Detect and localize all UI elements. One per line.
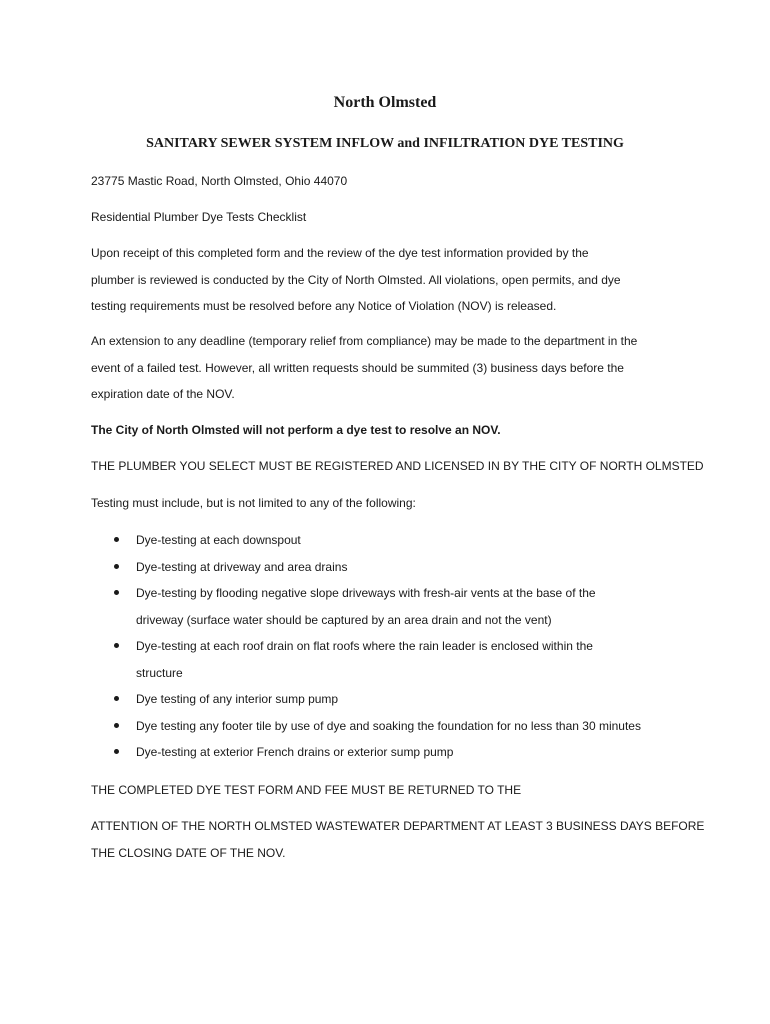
bullet-icon	[114, 564, 119, 569]
address: 23775 Mastic Road, North Olmsted, Ohio 44070	[91, 174, 348, 188]
extension-paragraph-line: An extension to any deadline (temporary relief from compliance) may be made to the department in the	[91, 334, 638, 348]
bullet-icon	[114, 537, 119, 542]
closing-paragraph-line: ATTENTION OF THE NORTH OLMSTED WASTEWATER DEPARTMENT AT LEAST 3 BUSINESS DAYS BEFORE	[91, 819, 705, 833]
bullet-icon	[114, 723, 119, 728]
list-item: Dye-testing by flooding negative slope driveways with fresh-air vents at the base of the driveway (surface water should be captured by an area drain and not the vent)	[91, 580, 711, 633]
extension-paragraph-line: event of a failed test. However, all written requests should be summited (3) business days before the	[91, 360, 624, 375]
closing-paragraph-line: THE CLOSING DATE OF THE NOV.	[91, 845, 286, 860]
page-title: North Olmsted	[333, 94, 437, 111]
bullet-icon	[114, 590, 119, 595]
intro-paragraph-line: Upon receipt of this completed form and the review of the dye test information provided by the	[91, 246, 589, 260]
testing-intro: Testing must include, but is not limited to any of the following:	[91, 496, 416, 510]
list-item: Dye-testing at each roof drain on flat roofs where the rain leader is enclosed within the structure	[91, 633, 711, 686]
checklist-heading: Residential Plumber Dye Tests Checklist	[91, 210, 307, 224]
intro-paragraph	[91, 240, 691, 320]
plumber-notice: THE PLUMBER YOU SELECT MUST BE REGISTERED AND LICENSED IN BY THE CITY OF NORTH OLMSTED	[91, 459, 704, 473]
extension-paragraph-line: expiration date of the NOV.	[91, 387, 235, 401]
document-subtitle: SANITARY SEWER SYSTEM INFLOW and INFILTRATION DYE TESTING	[146, 136, 624, 151]
list-item: Dye-testing at driveway and area drains	[91, 554, 711, 581]
bullet-icon	[114, 696, 119, 701]
bold-notice: The City of North Olmsted will not perform a dye test to resolve an NOV.	[91, 423, 501, 437]
bullet-icon	[114, 643, 119, 648]
extension-paragraph	[91, 328, 691, 408]
list-item: Dye testing any footer tile by use of dye and soaking the foundation for no less than 30 minutes	[91, 713, 711, 740]
testing-requirements-list	[91, 527, 711, 766]
bullet-icon	[114, 749, 119, 754]
list-item: Dye-testing at each downspout	[91, 527, 711, 554]
list-item: Dye-testing at exterior French drains or exterior sump pump	[91, 739, 711, 766]
list-item: Dye testing of any interior sump pump	[91, 686, 711, 713]
closing-paragraph	[91, 813, 705, 866]
intro-paragraph-line: plumber is reviewed is conducted by the City of North Olmsted. All violations, open permits, and dye	[91, 272, 621, 287]
closing-line-1: THE COMPLETED DYE TEST FORM AND FEE MUST BE RETURNED TO THE	[91, 783, 522, 797]
intro-paragraph-line: testing requirements must be resolved before any Notice of Violation (NOV) is released.	[91, 299, 557, 313]
